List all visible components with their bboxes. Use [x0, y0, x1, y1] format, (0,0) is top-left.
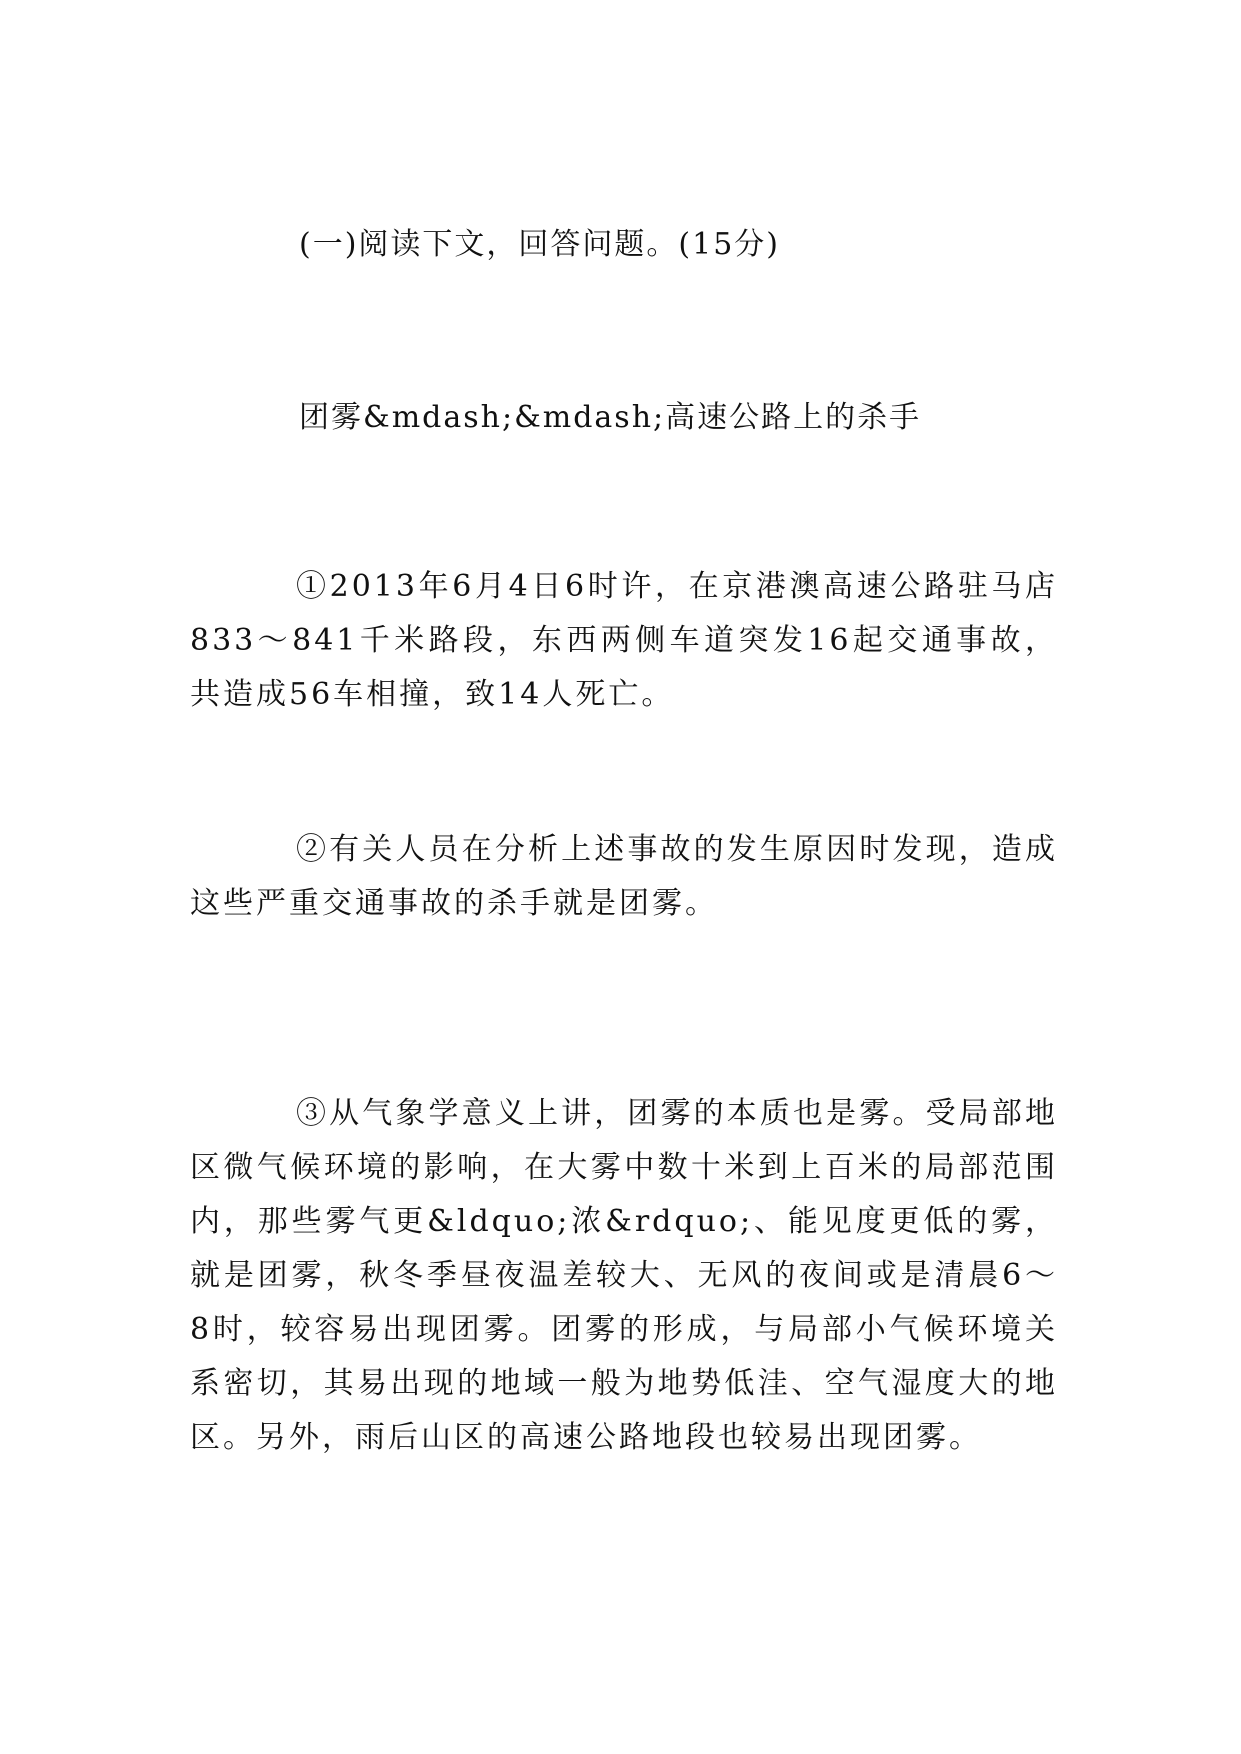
paragraph-1: ①2013年6月4日6时许，在京港澳高速公路驻马店833～841千米路段，东西两侧车道突发16起交通事故，共造成56车相撞，致14人死亡。	[190, 569, 1058, 712]
paragraph-3: ③从气象学意义上讲，团雾的本质也是雾。受局部地区微气候环境的影响，在大雾中数十米到上百米的局部范围内，那些雾气更&ldquo;浓&rdquo;、能见度更低的雾，就是团雾，秋冬季昼夜温差较大、无风的夜间或是清晨6～8时，较容易出现团雾。团雾的形成，与局部小气候环境关系密切，其易出现的地域一般为地势低洼、空气湿度大的地区。另外，雨后山区的高速公路地段也较易出现团雾。	[190, 1096, 1058, 1455]
article-title: 团雾&mdash;&mdash;高速公路上的杀手	[299, 400, 922, 435]
paragraph-2: ②有关人员在分析上述事故的发生原因时发现，造成这些严重交通事故的杀手就是团雾。	[190, 832, 1058, 921]
section-heading: (一)阅读下文，回答问题。(15分)	[299, 227, 780, 262]
